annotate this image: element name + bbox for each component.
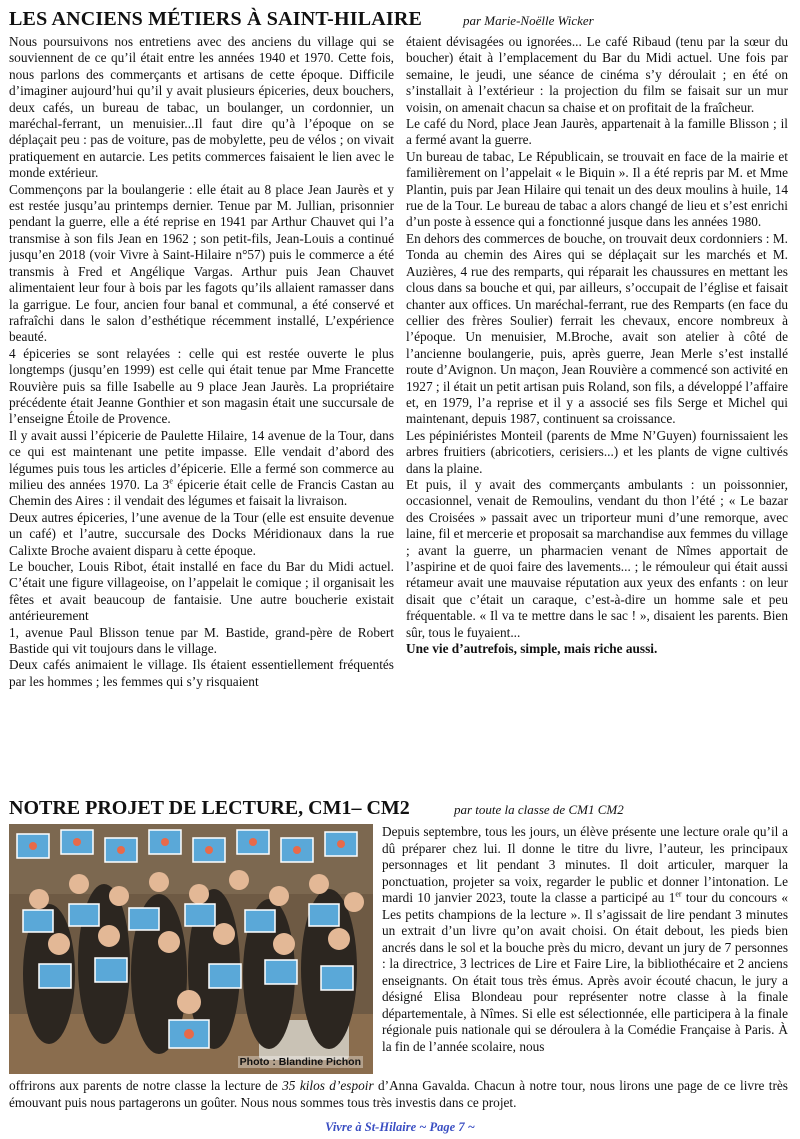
paragraph: 4 épiceries se sont relayées : celle qui est restée ouverte le plus longtemps (jusqu’en 1999) est celle qui était tenue par Mme Francette Rouvière puis sa fille Isabelle au 9 place Jean Jaurès. La propriétaire précédente était Jeanne Gonthier et son magasin était une succursale de l’enseigne Étoile de Provence.	[9, 345, 394, 427]
paragraph: En dehors des commerces de bouche, on trouvait deux cordonniers : M. Tonda au chemin des Aires qui se déplaçait sur les marchés et M. Auzières, 4 rue des remparts, qui réparait les chaussures en mettant les clous dans sa bouche et qui, par ailleurs, s’occupait de l’église et faisait chanter aux offices. Un maréchal-ferrant, rue des Remparts (en face du cellier des frères Soulier) ferrait les chevaux, encore nombreux à l’époque. Un menuisier, M.Broche, avait son atelier à côté de l’ancienne boulangerie, puis, après guerre, Jean Merle s’est installé route d’Avignon. Un maçon, Jean Rouvière a commencé son activité en 1927 ; il était un petit artisan puis Roland, son fils, a développé l’affaire et, en 1979, l’a reprise et il y a associé ses fils Serge et Michel qui maintenant, depuis 1987, continuent sa croissance.	[406, 230, 788, 427]
article2-header	[9, 797, 795, 823]
article1-right-column	[406, 34, 788, 779]
superscript: er	[675, 889, 682, 899]
paragraph	[9, 428, 394, 510]
article2-body	[382, 824, 788, 1076]
paragraph: Deux cafés animaient le village. Ils étaient essentiellement fréquentés par les hommes ; les femmes qui s’y risquaient	[9, 657, 394, 689]
paragraph: Un bureau de tabac, Le Républicain, se trouvait en face de la mairie et familièrement on l’appelait « le Biquin ». Il a été repris par M. et Mme Plantin, puis par Jean Hilaire qui tenait un des deux moulins à huile, 14 rue de la Tour. Le bureau de tabac a alors changé de lieu et s’est enrichi d’un poste à essence qui a fonctionné jusque dans les années 1980.	[406, 148, 788, 230]
photo-credit: Photo : Blandine Pichon	[239, 1056, 361, 1068]
superscript: e	[169, 476, 173, 486]
article2-byline: par toute la classe de CM1 CM2	[454, 802, 624, 817]
paragraph: Nous poursuivons nos entretiens avec des anciens du village qui se souviennent de ce qu’il était entre les années 1940 et 1970. Cette fois, nous parlons des commerçants et artisans de cette époque. Difficile d’imaginer aujourd’hui qu’il y avait plusieurs épiceries, deux bouchers, deux cafés, un bureau de tabac, un boulanger, un cordonnier, un maréchal-ferrant, un menuisier...Il faut dire qu’à l’époque on se déplaçait peu : pas de voiture, pas de mobylette, peu de vélos ; on vivait pratiquement en autarcie. Les petits commerces faisaient le lien avec le monde extérieur.	[9, 34, 394, 181]
article2-body-continued	[9, 1078, 788, 1114]
paragraph-text: Il y avait aussi l’épicerie de Paulette Hilaire, 14 avenue de la Tour, dans ce qui est maintenant une petite impasse. Elle vendait d’abord des légumes puis tous les articles d’épicerie. Elle a fermé son commerce au milieu des années 1970. La 3	[9, 427, 394, 492]
paragraph: Deux autres épiceries, l’une avenue de la Tour (elle est ensuite devenue un café) et l’autre, succursale des Docks Méridionaux dans la rue Calixte Broche avaient disparu à cette époque.	[9, 509, 394, 558]
book-title: 35 kilos d’espoir	[282, 1078, 374, 1093]
paragraph: Et puis, il y avait des commerçants ambulants : un poissonnier, occasionnel, venait de Remoulins, vendant du thon l’été ; « Le bazar des Croisées » passait avec un triporteur muni d’une remorque, avec laine, fil et mercerie et proposait sa marchandise aux femmes du village ; avant la guerre, un pharmacien venant de Nîmes apportait de l’aspirine et de quoi faire des lavements... ; le rémouleur qui était aussi rétameur avait une mauvaise réputation aux yeux des enfants : on leur disait que c’était un caraque, c’est-à-dire un homme sale et peu fréquentable. « Il va te mettre dans le sac ! », disaient les parents. Bien sûr, tous le fuyaient...	[406, 476, 788, 640]
article1-left-column	[9, 34, 394, 779]
page-footer: Vivre à St-Hilaire ~ Page 7 ~	[325, 1120, 475, 1134]
article2-title: NOTRE PROJET DE LECTURE, CM1– CM2	[9, 797, 410, 819]
article1-header	[9, 8, 795, 34]
paragraph-text: tour du concours « Les petits champions de la lecture ». Il s’agissait de lire pendant 3 minutes un extrait d’un livre qu’on avait choisi. On était debout, les pieds bien ancrés dans le sol et la bouche près du micro, devant un jury de 7 personnes : la directrice, 3 lectrices de Lire et Faire Lire, la bibliothécaire et 2 anciens enseignants. On était tous très émus. Après avoir écouté chacun, le jury a désigné Elisa Blondeau pour représenter notre classe à la finale départementale, à Nîmes. Si elle est sélectionnée, elle participera à la finale régionale puis nationale qui se déroulera à la Comédie Française à Paris. À la fin de l’année scolaire, nous	[382, 890, 788, 1054]
paragraph: étaient dévisagées ou ignorées... Le café Ribaud (tenu par la sœur du boucher) était à l’emplacement du Bar du Midi actuel. Une fois par semaine, le jeudi, une séance de cinéma s’y déroulait ; en été on s’installait à l’extérieur : la projection du film se faisait sur un mur voisin, on amenait chacun sa chaise et on profitait de la fraîcheur.	[406, 34, 788, 115]
paragraph-text: Depuis septembre, tous les jours, un élève présente une lecture orale qu’il a dû préparer chez lui. Il donne le titre du livre, l’auteur, les principaux personnages et lit pendant 3 minutes. Il doit articuler, marquer la ponctuation, projeter sa voix, regarder le public et donner l’intonation. Le mardi 10 janvier 2023, toute la classe a participé au 1	[382, 824, 788, 905]
closing-line: Une vie d’autrefois, simple, mais riche aussi.	[406, 641, 658, 657]
paragraph-text: d’Anna Gavalda. Chacun à notre tour, nous lirons une page de ce livre très émouvant puis nous partagerons un goûter. Nous nous sommes tous très investis dans ce projet.	[9, 1078, 788, 1110]
class-photo-illustration	[9, 824, 373, 1074]
paragraph-text: offrirons aux parents de notre classe la lecture de	[9, 1078, 283, 1093]
paragraph: Les pépiniéristes Monteil (parents de Mme N’Guyen) fournissaient les arbres fruitiers (abricotiers, cerisiers...) et les plants de vigne cultivés dans la plaine.	[406, 427, 788, 476]
paragraph: Commençons par la boulangerie : elle était au 8 place Jean Jaurès et y est restée jusqu’au printemps dernier. Tenue par M. Jullian, prisonnier pendant la guerre, elle a été reprise en 1941 par Arthur Chauvet qui l’a transmise à son fils Jean en 1962 ; son petit-fils, Jean-Louis a continué jusqu’en 2018 (voir Vivre à Saint-Hilaire n°57) puis le commerce a été transmis à Fred et Angélique Vargas. Arthur puis Jean Chauvet alimentaient leur four à bois par les fagots qu’ils allaient ramasser dans la garrigue. Le four, ancien four banal et communal, a été conservé et rafraîchi dans le salon d’esthétique récemment installé, L’expérience beauté.	[9, 181, 394, 345]
paragraph: 1, avenue Paul Blisson tenue par M. Bastide, grand-père de Robert Bastide qui vit toujours dans le village.	[9, 624, 394, 657]
class-photo	[9, 824, 373, 1074]
article1-title: LES ANCIENS MÉTIERS À SAINT-HILAIRE	[9, 8, 423, 30]
paragraph-text: épicerie était celle de Francis Castan au Chemin des Aires : il vendait des légumes et faisait la livraison.	[9, 476, 394, 509]
article1-byline: par Marie-Noëlle Wicker	[463, 13, 594, 28]
paragraph: Le boucher, Louis Ribot, était installé en face du Bar du Midi actuel. C’était une figure villageoise, on l’appelait le comique ; il organisait les fêtes et avait beaucoup de fantaisie. Une autre boucherie existait antérieurement	[9, 559, 394, 624]
paragraph: Le café du Nord, place Jean Jaurès, appartenait à la famille Blisson ; il a fermé avant la guerre.	[406, 116, 788, 148]
